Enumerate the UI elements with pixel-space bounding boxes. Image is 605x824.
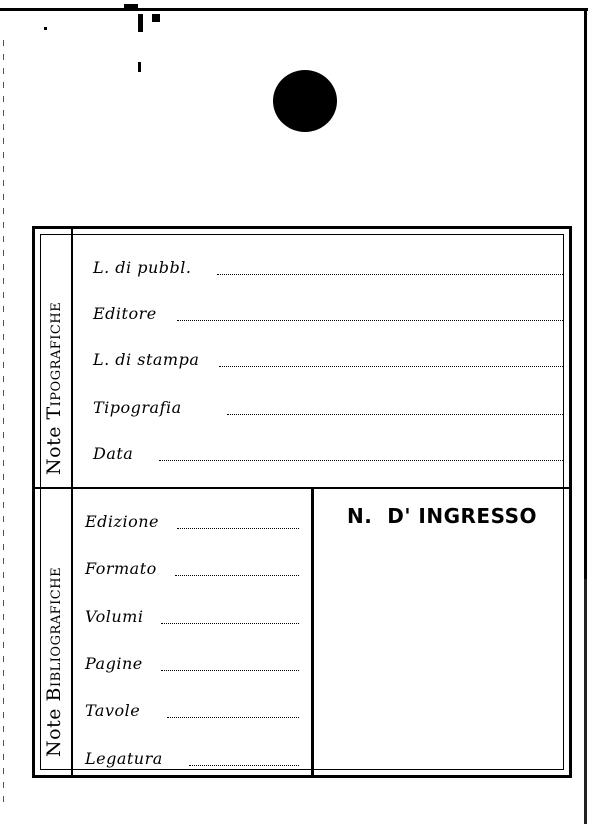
- card-left-edge: [3, 40, 4, 810]
- fill-line: [177, 528, 299, 529]
- ink-speck: [124, 4, 138, 8]
- field-label: Editore: [93, 304, 157, 323]
- fill-line: [217, 274, 563, 275]
- field-volumi: [85, 603, 299, 629]
- field-legatura: [85, 745, 299, 771]
- field-label: Formato: [85, 559, 157, 578]
- section-title-main: Tipografiche: [43, 301, 65, 420]
- section-divider: [35, 487, 569, 489]
- fill-line: [167, 717, 299, 718]
- field-label: Volumi: [85, 607, 144, 626]
- field-formato: [85, 555, 299, 581]
- field-label: Pagine: [85, 654, 143, 673]
- ink-speck: [138, 14, 143, 32]
- fill-line: [227, 414, 563, 415]
- field-pagine: [85, 650, 299, 676]
- ink-speck: [138, 62, 141, 72]
- field-label: Tavole: [85, 701, 141, 720]
- field-edizione: [85, 508, 299, 534]
- field-label: Edizione: [85, 512, 159, 531]
- ingresso-title: N. D' INGRESSO: [346, 504, 538, 528]
- ink-speck: [44, 27, 47, 30]
- fill-line: [189, 765, 299, 766]
- field-label: L. di pubbl.: [93, 258, 192, 277]
- fill-line: [161, 670, 299, 671]
- sidebar-divider-bibliografiche: [71, 489, 73, 775]
- fill-line: [175, 575, 299, 576]
- card-top-edge: [0, 8, 588, 11]
- record-form: [32, 226, 572, 778]
- field-data: [93, 440, 563, 466]
- field-label: Data: [93, 444, 134, 463]
- ingresso-divider: [311, 489, 314, 775]
- section-title-main: Bibliografiche: [43, 566, 65, 702]
- section-title-tipografiche: [43, 302, 65, 475]
- section-title-bibliografiche: [43, 567, 65, 757]
- fill-line: [177, 320, 563, 321]
- field-luogo-pubblicazione: [93, 254, 563, 280]
- field-label: Legatura: [85, 749, 163, 768]
- field-editore: [93, 300, 563, 326]
- field-tavole: [85, 697, 299, 723]
- fill-line: [219, 366, 563, 367]
- card-right-edge: [584, 8, 587, 824]
- field-tipografia: [93, 394, 563, 420]
- fill-line: [161, 623, 299, 624]
- ink-speck: [152, 14, 160, 22]
- field-label: L. di stampa: [93, 350, 200, 369]
- section-title-prefix: Note: [43, 708, 65, 757]
- field-luogo-stampa: [93, 346, 563, 372]
- field-label: Tipografia: [93, 398, 182, 417]
- punch-hole: [273, 70, 337, 132]
- section-title-prefix: Note: [43, 426, 65, 475]
- fill-line: [159, 460, 563, 461]
- sidebar-divider-tipografiche: [71, 229, 73, 487]
